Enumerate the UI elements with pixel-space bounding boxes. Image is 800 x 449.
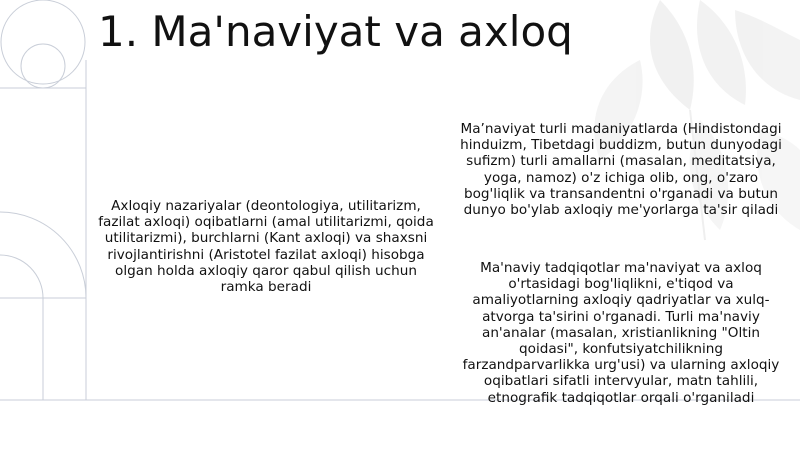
slide-title: 1. Ma'naviyat va axloq — [98, 7, 573, 56]
right-paragraph-research: Ma'naviy tadqiqotlar ma'naviyat va axloq o'rtasidagi bog'liqlikni, e'tiqod va amaliyotlarning axloqiy qadriyatlar va xulq-atvorga ta'sirini o'rganadi. Turli ma'naviy an'analar (masalan, xristianlikning "Oltin qoidasi", konfutsiyatchilikning farzandparvarlikka urg'usi) va ularning axloqiy oqibatlari sifatli intervyular, matn tahlili, etnografik tadqiqotlar orqali o'rganiladi — [462, 260, 780, 406]
left-paragraph: Axloqiy nazariyalar (deontologiya, utilitarizm, fazilat axloqi) oqibatlarni (amal utilitarizmi, qoida utilitarizmi), burchlarni (Kant axloqi) va shaxsni rivojlantirishni (Aristotel fazilat axloqi) hisobga olgan holda axloqiy qaror qabul qilish uchun ramka beradi — [98, 198, 434, 296]
right-paragraph-spirituality: Ma’naviyat turli madaniyatlarda (Hindistondagi hinduizm, Tibetdagi buddizm, butun dunyodagi sufizm) turli amallarni (masalan, meditatsiya, yoga, namoz) o'z ichiga olib, ong, o'zaro bog'liqlik va transandentni o'rganadi va butun dunyo bo'ylab axloqiy me'yorlarga ta'sir qiladi — [460, 121, 782, 219]
